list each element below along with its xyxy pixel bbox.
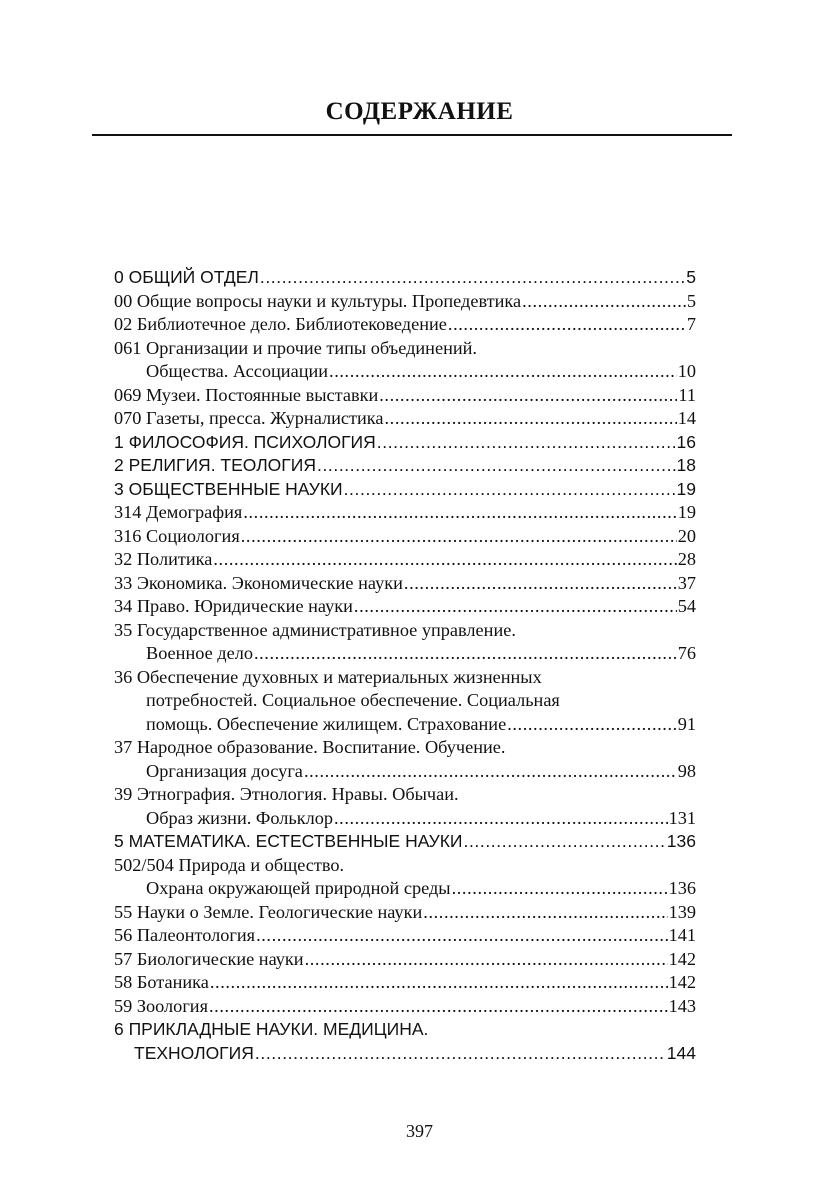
dot-leader — [254, 642, 677, 666]
toc-line — [114, 924, 696, 948]
toc-entry-title: 5 МАТЕМАТИКА. ЕСТЕСТВЕННЫЕ НАУКИ — [114, 831, 463, 851]
toc-entry — [114, 454, 696, 478]
toc-line — [114, 666, 696, 690]
toc-line — [114, 478, 696, 502]
toc-entry — [114, 924, 696, 948]
toc-entry-title: 36 Обеспечение духовных и материальных жизненных — [114, 666, 542, 687]
toc-entry — [114, 478, 696, 502]
toc-line — [114, 619, 696, 643]
toc-entry — [114, 736, 696, 783]
toc-entry-title: Организация досуга — [146, 760, 303, 781]
toc-line — [114, 337, 696, 361]
toc-entry-title: Общества. Ассоциации — [146, 361, 329, 381]
toc-line — [114, 736, 696, 760]
toc-line — [114, 501, 696, 525]
toc-entry — [114, 1018, 696, 1065]
toc-page-number: 142 — [668, 948, 696, 969]
toc-entry — [114, 854, 696, 901]
toc-page-number: 143 — [668, 995, 696, 1016]
toc-entry — [114, 548, 696, 572]
toc-line — [114, 807, 696, 831]
toc-entry — [114, 572, 696, 596]
dot-leader — [304, 760, 677, 784]
toc-entry-title: 57 Биологические науки — [114, 948, 304, 969]
dot-leader — [385, 407, 677, 431]
toc-page-number: 11 — [678, 384, 696, 405]
dot-leader — [448, 313, 686, 337]
toc-entry-title: 00 Общие вопросы науки и культуры. Пропедевтика — [114, 290, 522, 311]
toc-line — [114, 901, 696, 925]
toc-entry-title: 02 Библиотечное дело. Библиотековедение — [114, 314, 447, 334]
toc-entry — [114, 619, 696, 666]
toc-page-number: 76 — [677, 643, 696, 663]
toc-entry-title: 58 Ботаника — [114, 972, 209, 992]
toc-page-number: 139 — [668, 901, 696, 922]
toc-entry-title: 56 Палеонтология — [114, 925, 256, 945]
toc-line — [114, 713, 696, 737]
toc-entry-title: 55 Науки о Земле. Геологические науки — [114, 901, 423, 922]
toc-line — [114, 689, 696, 713]
dot-leader — [260, 266, 685, 290]
dot-leader — [241, 525, 677, 549]
toc-line — [114, 525, 696, 549]
toc-entry-title: 37 Народное образование. Воспитание. Обучение. — [114, 737, 506, 757]
toc-page-number: 7 — [686, 314, 696, 334]
toc-entry — [114, 901, 696, 925]
toc-entry-title: 069 Музеи. Постоянные выставки — [114, 384, 379, 405]
toc-entry-title: ТЕХНОЛОГИЯ — [134, 1042, 254, 1063]
dot-leader — [423, 901, 667, 925]
toc-line — [114, 995, 696, 1019]
dot-leader — [464, 830, 666, 854]
toc-entry-title: 061 Организации и прочие типы объединений. — [114, 337, 478, 358]
toc-entry — [114, 995, 696, 1019]
toc-line — [114, 431, 696, 455]
dot-leader — [452, 877, 668, 901]
toc-entry-title: 314 Демография — [114, 502, 243, 522]
toc-line — [114, 266, 696, 290]
toc-line — [114, 877, 696, 901]
toc-line — [114, 854, 696, 878]
toc-entry — [114, 431, 696, 455]
toc-entry — [114, 783, 696, 830]
toc-line — [114, 760, 696, 784]
toc-entry-title: помощь. Обеспечение жилищем. Страхование — [146, 713, 507, 734]
toc-entry-title: 32 Политика — [114, 549, 213, 569]
toc-entry-title: Военное дело — [146, 643, 253, 663]
toc-line — [114, 290, 696, 314]
toc-entry — [114, 337, 696, 384]
toc-entry — [114, 666, 696, 737]
toc-line — [114, 548, 696, 572]
dot-leader — [334, 807, 668, 831]
dot-leader — [243, 501, 676, 525]
toc-page-number: 19 — [677, 502, 696, 522]
toc-entry-title: потребностей. Социальное обеспечение. Социальная — [146, 690, 560, 710]
dot-leader — [209, 995, 668, 1019]
dot-leader — [213, 548, 676, 572]
dot-leader — [354, 595, 677, 619]
toc-entry — [114, 830, 696, 854]
toc-line — [114, 642, 696, 666]
toc-line — [114, 313, 696, 337]
toc-entry-title: Охрана окружающей природной среды — [146, 878, 451, 898]
toc-entry-title: 502/504 Природа и общество. — [114, 854, 345, 875]
toc-entry — [114, 266, 696, 290]
toc-entry-title: 070 Газеты, пресса. Журналистика — [114, 408, 384, 428]
toc-entry-title: Образ жизни. Фольклор — [146, 807, 333, 828]
toc-entry — [114, 290, 696, 314]
toc-line — [114, 572, 696, 596]
toc-line — [114, 1018, 696, 1042]
toc-entry-title: 2 РЕЛИГИЯ. ТЕОЛОГИЯ — [114, 455, 316, 475]
toc-entry-title: 3 ОБЩЕСТВЕННЫЕ НАУКИ — [114, 478, 343, 499]
toc-page-number: 16 — [676, 431, 696, 452]
table-of-contents — [114, 266, 696, 1065]
toc-line — [114, 830, 696, 854]
toc-page-number: 18 — [676, 455, 696, 475]
toc-page-number: 14 — [677, 408, 696, 428]
toc-page-number: 131 — [668, 807, 696, 828]
toc-entry — [114, 407, 696, 431]
toc-page-number: 54 — [677, 596, 696, 616]
toc-page-number: 5 — [686, 290, 696, 311]
toc-page-number: 5 — [686, 267, 696, 287]
dot-leader — [377, 431, 676, 455]
toc-entry-title: 39 Этнография. Этнология. Нравы. Обычаи. — [114, 784, 459, 804]
dot-leader — [329, 360, 677, 384]
dot-leader — [255, 1042, 666, 1066]
dot-leader — [507, 713, 677, 737]
toc-entry-title: 35 Государственное административное управление. — [114, 619, 516, 640]
page-title: СОДЕРЖАНИЕ — [325, 98, 514, 125]
toc-page-number: 136 — [668, 878, 696, 898]
dot-leader — [317, 454, 676, 478]
toc-entry — [114, 525, 696, 549]
toc-line — [114, 1042, 696, 1066]
toc-page-number: 144 — [666, 1042, 696, 1063]
toc-entry — [114, 313, 696, 337]
toc-entry-title: 34 Право. Юридические науки — [114, 596, 353, 616]
toc-page-number: 10 — [677, 361, 696, 381]
toc-page-number: 91 — [677, 713, 696, 734]
toc-line — [114, 595, 696, 619]
toc-line — [114, 384, 696, 408]
toc-entry — [114, 948, 696, 972]
toc-line — [114, 783, 696, 807]
toc-page-number: 28 — [677, 549, 696, 569]
toc-entry — [114, 971, 696, 995]
dot-leader — [522, 290, 686, 314]
dot-leader — [344, 478, 676, 502]
toc-entry-title: 1 ФИЛОСОФИЯ. ПСИХОЛОГИЯ — [114, 431, 376, 452]
toc-entry-title: 59 Зоология — [114, 995, 209, 1016]
toc-page-number: 20 — [677, 525, 696, 546]
toc-page-number: 37 — [677, 572, 696, 593]
toc-page-number: 136 — [666, 831, 696, 851]
toc-entry-title: 0 ОБЩИЙ ОТДЕЛ — [114, 267, 259, 287]
toc-entry-title: 6 ПРИКЛАДНЫЕ НАУКИ. МЕДИЦИНА. — [114, 1019, 429, 1039]
toc-page-number: 19 — [676, 478, 696, 499]
toc-line — [114, 971, 696, 995]
toc-entry-title: 316 Социология — [114, 525, 240, 546]
toc-line — [114, 948, 696, 972]
toc-page-number: 142 — [668, 972, 696, 992]
toc-line — [114, 360, 696, 384]
toc-line — [114, 407, 696, 431]
dot-leader — [256, 924, 667, 948]
dot-leader — [404, 572, 677, 596]
page-number: 397 — [406, 1121, 433, 1141]
dot-leader — [210, 971, 668, 995]
toc-line — [114, 454, 696, 478]
title-rule — [92, 134, 732, 136]
dot-leader — [379, 384, 677, 408]
toc-page-number: 141 — [668, 925, 696, 945]
toc-entry — [114, 501, 696, 525]
toc-entry-title: 33 Экономика. Экономические науки — [114, 572, 403, 593]
dot-leader — [305, 948, 668, 972]
toc-entry — [114, 595, 696, 619]
toc-entry — [114, 384, 696, 408]
toc-page-number: 98 — [677, 760, 696, 781]
